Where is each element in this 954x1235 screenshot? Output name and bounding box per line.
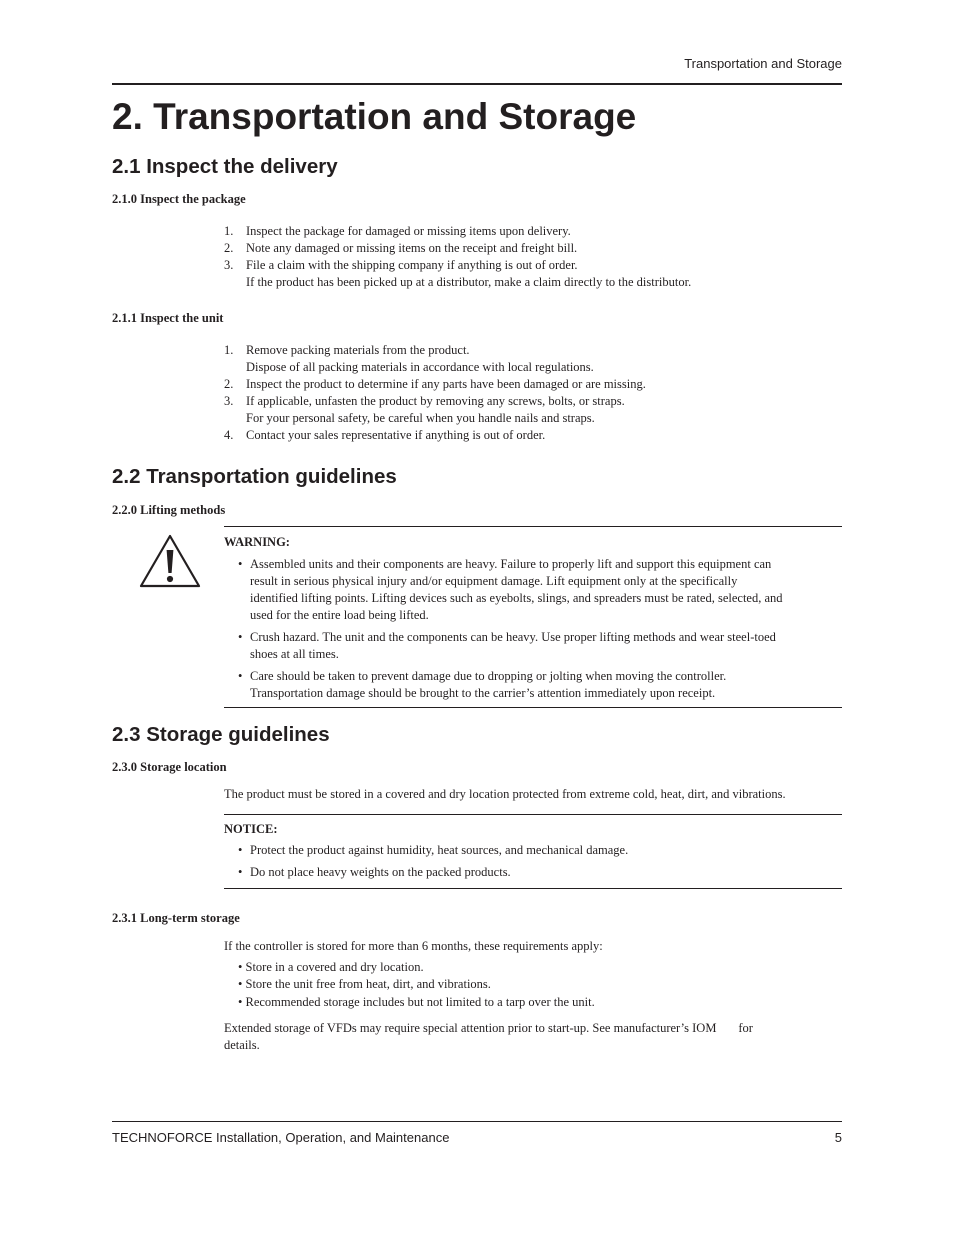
- inspect-unit-steps: [224, 342, 646, 444]
- inspect-package-steps: [224, 223, 691, 291]
- step-number: 2.: [224, 377, 234, 391]
- section-heading-2-3: 2.3 Storage guidelines: [112, 723, 330, 746]
- step-number: 3.: [224, 394, 234, 408]
- step-text: Contact your sales representative if anything is out of order.: [246, 428, 546, 442]
- subsection-heading-2-1-0: 2.1.0 Inspect the package: [112, 192, 246, 206]
- list-item: [224, 223, 691, 240]
- subsection-heading-2-1-1: 2.1.1 Inspect the unit: [112, 311, 224, 325]
- page-number: 5: [834, 1130, 842, 1145]
- long-term-closing-line-2: details.: [224, 1038, 260, 1052]
- step-note: For your personal safety, be careful when you handle nails and straps.: [246, 411, 595, 425]
- step-number: 2.: [224, 241, 234, 255]
- warning-label: WARNING:: [224, 535, 290, 549]
- long-term-intro: If the controller is stored for more than 6 months, these requirements apply:: [224, 939, 603, 953]
- warning-bullets: [224, 556, 842, 702]
- list-item: • Recommended storage includes but not limited to a tarp over the unit.: [238, 994, 595, 1009]
- storage-location-text: The product must be stored in a covered and dry location protected from extreme cold, heat, dirt, and vibrations.: [224, 787, 786, 801]
- chapter-title: 2. Transportation and Storage: [112, 96, 637, 137]
- warning-callout: [224, 526, 842, 708]
- running-header: Transportation and Storage: [684, 56, 842, 71]
- section-heading-2-1: 2.1 Inspect the delivery: [112, 155, 338, 178]
- step-text: Remove packing materials from the product.: [246, 343, 470, 357]
- list-item: • Crush hazard. The unit and the components can be heavy. Use proper lifting methods and wear steel-toed shoes at all times.: [224, 629, 784, 663]
- notice-callout: [224, 814, 842, 889]
- list-item: [224, 393, 646, 427]
- list-item: • Assembled units and their components are heavy. Failure to properly lift and support this equipment can result in serious physical injury and/or equipment damage. Lift equipment only at the specifically identified lifting points. Lifting devices such as eyebolts, slings, and spreaders must be rated, selected, and used for the entire load being lifted.: [224, 556, 784, 624]
- step-text: If applicable, unfasten the product by removing any screws, bolts, or straps.: [246, 394, 625, 408]
- step-text: Note any damaged or missing items on the receipt and freight bill.: [246, 241, 578, 255]
- footer-rule: [112, 1121, 842, 1122]
- step-number: 1.: [224, 343, 234, 357]
- list-item: • Do not place heavy weights on the packed products.: [224, 864, 842, 881]
- step-number: 3.: [224, 258, 234, 272]
- step-number: 4.: [224, 428, 234, 442]
- subsection-heading-2-2-0: 2.2.0 Lifting methods: [112, 503, 226, 517]
- section-heading-2-2: 2.2 Transportation guidelines: [112, 465, 397, 488]
- list-item: [224, 240, 691, 257]
- step-text: File a claim with the shipping company if anything is out of order.: [246, 258, 578, 272]
- warning-triangle-icon: [138, 533, 202, 589]
- header-rule: [112, 83, 842, 85]
- list-item: • Store in a covered and dry location.: [238, 960, 424, 974]
- notice-label: NOTICE:: [224, 822, 278, 836]
- list-item: [224, 427, 646, 444]
- step-note: Dispose of all packing materials in accordance with local regulations.: [246, 360, 594, 374]
- notice-bullets: [224, 842, 842, 881]
- footer-document-title: TECHNOFORCE Installation, Operation, and Maintenance: [112, 1130, 450, 1145]
- list-item: [224, 376, 646, 393]
- step-note: If the product has been picked up at a distributor, make a claim directly to the distributor.: [246, 275, 692, 289]
- list-item: • Care should be taken to prevent damage due to dropping or jolting when moving the controller. Transportation damage should be brought to the carrier’s attention immediately upon receipt.: [224, 668, 784, 702]
- step-number: 1.: [224, 224, 234, 238]
- long-term-closing-line-1: Extended storage of VFDs may require special attention prior to start-up. See manufacturer’s IOM for: [224, 1021, 753, 1035]
- list-item: [224, 342, 646, 376]
- list-item: • Store the unit free from heat, dirt, and vibrations.: [238, 977, 491, 992]
- step-text: Inspect the product to determine if any parts have been damaged or are missing.: [246, 377, 646, 391]
- long-term-requirements: [238, 959, 595, 1011]
- list-item: • Protect the product against humidity, heat sources, and mechanical damage.: [224, 842, 842, 859]
- subsection-heading-2-3-0: 2.3.0 Storage location: [112, 760, 227, 774]
- list-item: [224, 257, 691, 291]
- subsection-heading-2-3-1: 2.3.1 Long-term storage: [112, 911, 240, 925]
- step-text: Inspect the package for damaged or missing items upon delivery.: [246, 224, 571, 238]
